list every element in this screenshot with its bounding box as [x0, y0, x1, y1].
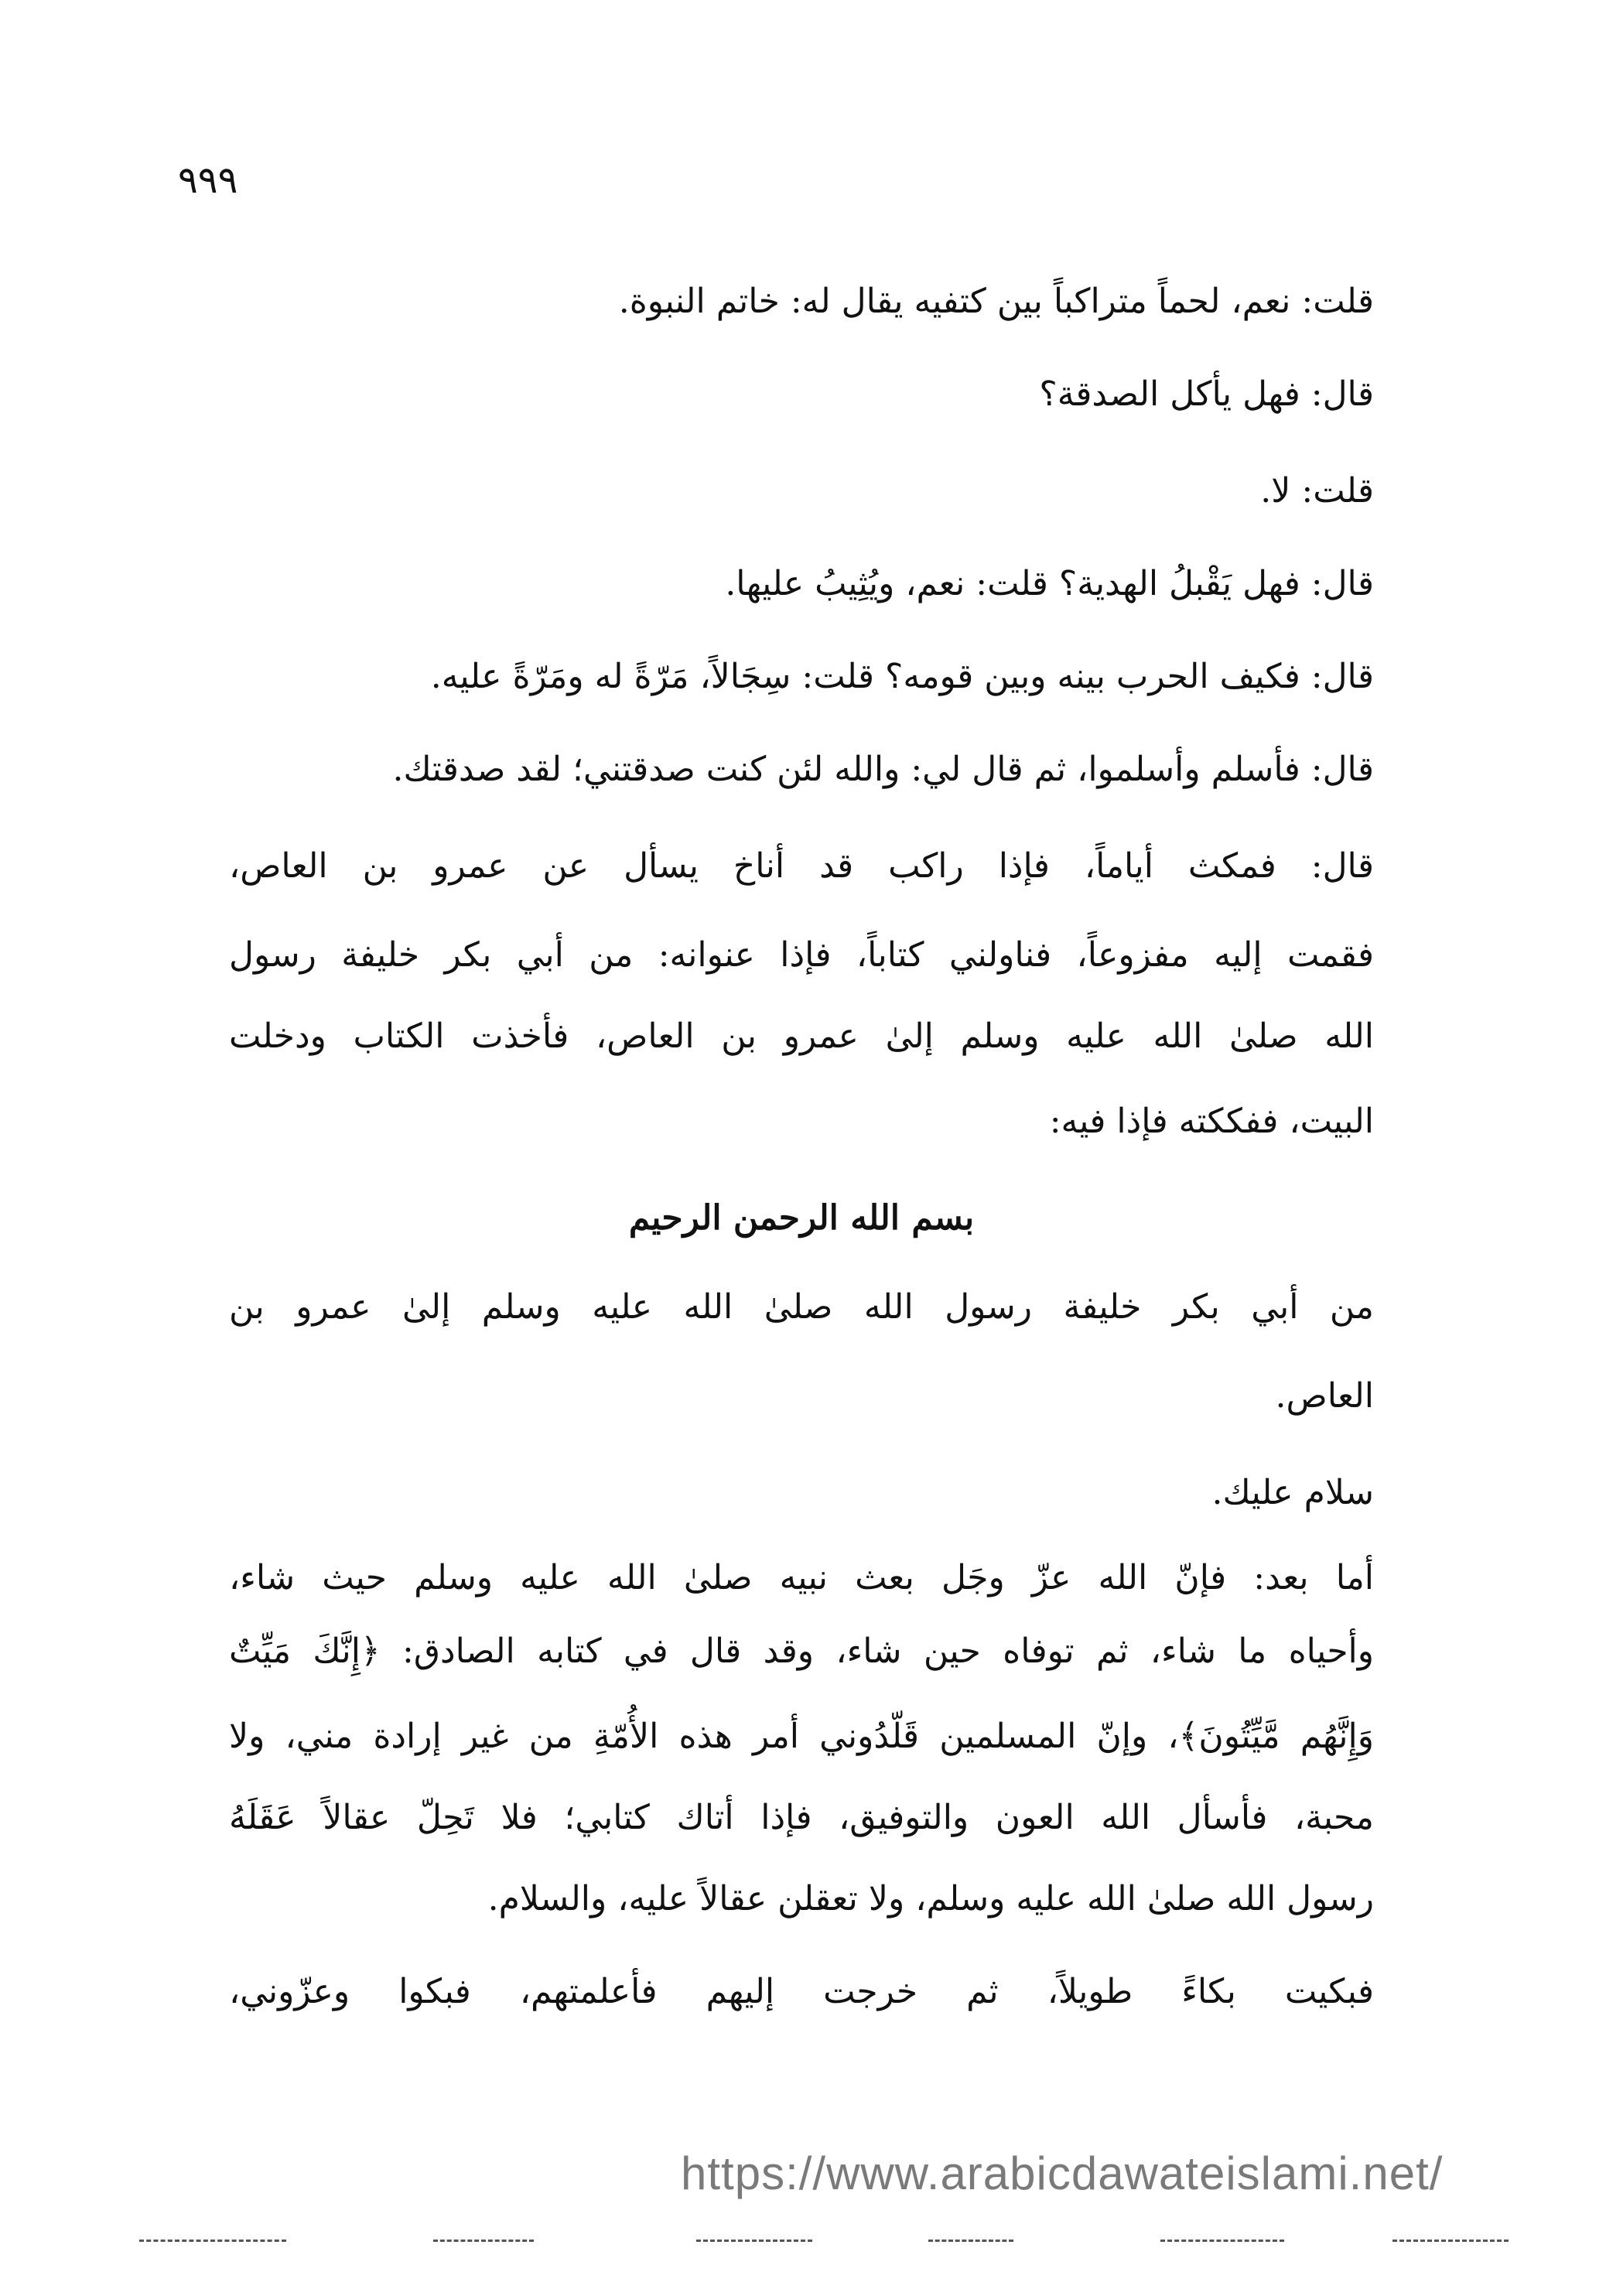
text-line: فبكيت بكاءً طويلاً، ثم خرجت إليهم فأعلمتهم، فبكوا وعزّوني، [229, 1972, 1374, 2011]
text-line: وأحياه ما شاء، ثم توفاه حين شاء، وقد قال في كتابه الصادق: ﴿إِنَّكَ مَيِّتٌ [229, 1631, 1374, 1671]
footer-rule [139, 2240, 286, 2242]
text-line: البيت، ففككته فإذا فيه: [1049, 1102, 1374, 1141]
text-line: وَإِنَّهُم مَّيِّتُونَ﴾، وإنّ المسلمين قَلّدُوني أمر هذه الأُمّةِ من غير إرادة مني، ولا [229, 1717, 1374, 1756]
text-line: محبة، فأسأل الله العون والتوفيق، فإذا أتاك كتابي؛ فلا تَحِلّ عقالاً عَقَلَهُ [229, 1798, 1374, 1837]
text-line: قلت: نعم، لحماً متراكباً بين كتفيه يقال له: خاتم النبوة. [618, 282, 1374, 321]
source-url-watermark: https://www.arabicdawateislami.net/ [681, 2147, 1444, 2199]
text-line: سلام عليك. [1211, 1473, 1374, 1512]
basmala-heading: بسم الله الرحمن الرحيم [628, 1198, 975, 1238]
footer-rule [696, 2240, 812, 2242]
text-line: قال: فمكث أياماً، فإذا راكب قد أناخ يسأل عن عمرو بن العاص، [229, 846, 1374, 886]
text-line: قال: فكيف الحرب بينه وبين قومه؟ قلت: سِجَالاً، مَرّةً له ومَرّةً عليه. [430, 657, 1374, 696]
text-line: قال: فهل يَقْبلُ الهدية؟ قلت: نعم، ويُثِيبُ عليها. [725, 564, 1374, 603]
text-line: من أبي بكر خليفة رسول الله صلىٰ الله عليه وسلم إلىٰ عمرو بن [229, 1287, 1374, 1327]
text-line: قلت: لا. [1260, 471, 1374, 511]
text-line: قال: فأسلم وأسلموا، ثم قال لي: والله لئن كنت صدقتني؛ لقد صدقتك. [392, 750, 1374, 789]
text-line: أما بعد: فإنّ الله عزّ وجَل بعث نبيه صلىٰ الله عليه وسلم حيث شاء، [229, 1558, 1374, 1597]
text-line: الله صلىٰ الله عليه وسلم إلىٰ عمرو بن العاص، فأخذت الكتاب ودخلت [229, 1016, 1374, 1056]
footer-rule [433, 2240, 534, 2242]
text-line: فقمت إليه مفزوعاً، فناولني كتاباً، فإذا عنوانه: من أبي بكر خليفة رسول [229, 935, 1374, 975]
text-line: قال: فهل يأكل الصدقة؟ [1039, 374, 1374, 414]
text-line: رسول الله صلىٰ الله عليه وسلم، ولا تعقلن عقالاً عليه، والسلام. [487, 1879, 1374, 1918]
page-number: ٩٩٩ [178, 159, 238, 202]
footer-rule [1392, 2240, 1509, 2242]
text-line: العاص. [1275, 1376, 1374, 1416]
footer-rule [928, 2240, 1013, 2242]
footer-rule [1160, 2240, 1284, 2242]
